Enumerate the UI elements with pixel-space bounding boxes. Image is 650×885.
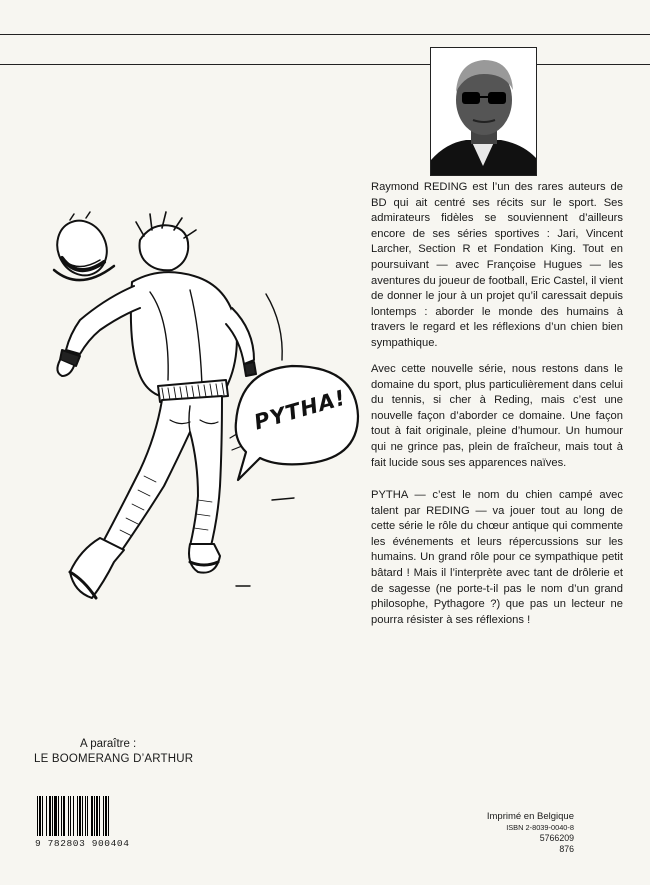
blurb-paragraph-2: Avec cette nouvelle série, nous restons dans le domaine du sport, plus particulièrement dans celui du tennis, si cher à Reding, mais c’est une nouvelle façon d’aborder ce domaine. Une façon tout à fait originale, pleine d’humour. Un humour qui ne grince pas, plein de fraîcheur, mais tout à fait lucide sous ses apparences naïves. [371,363,623,469]
announcement [34,737,193,767]
print-info [487,812,574,854]
announcement-label: A paraître : [80,738,137,750]
isbn: ISBN 2-8039-0040-8 [506,822,574,832]
top-rule-lower [0,64,650,65]
print-code-1: 5766209 [539,833,574,844]
author-photo [430,47,537,176]
announcement-title: LE BOOMERANG D’ARTHUR [34,753,194,765]
speech-bubble-text: PYTHA! [251,385,349,435]
flying-hat-icon [48,212,115,284]
barcode-digits: 9 782803 900404 [35,838,130,849]
printed-in-belgium: Imprimé en Belgique [486,811,574,822]
running-man-illustration [40,200,365,625]
print-code-2: 876 [559,843,574,854]
blurb-paragraph-1: Raymond REDING est l’un des rares auteurs de BD qui ait centré ses récits sur le sport. Ses admirateurs fidèles se souviennent d’ailleurs encore de ses séries sportives : Jari, Vincent Larcher, Section R et Fondation King. Tout en poursuivant — avec Françoise Hugues — les aventures du joueur de football, Eric Castel, il vient de donner le jour à un projet qu’il caressait depuis lontemps : aborder le monde des humains à travers le regard et les réflexions d’un chien bien sympathique. [371,181,623,349]
top-rule-upper [0,34,650,35]
blurb-paragraph-3: PYTHA — c’est le nom du chien campé avec talent par REDING — va jouer tout au long de cette série le rôle du chœur antique qui commente les événements et leurs répercussions sur les humains. Un grand rôle pour ce sympathique petit bâtard ! Mais il l’interprète avec tant de drôlerie et de sagesse (ne porte-t-il pas le nom d’un grand philosophe, Pythagore ?) que pas un lecteur ne pourra résister à ses réflexions ! [371,489,623,626]
